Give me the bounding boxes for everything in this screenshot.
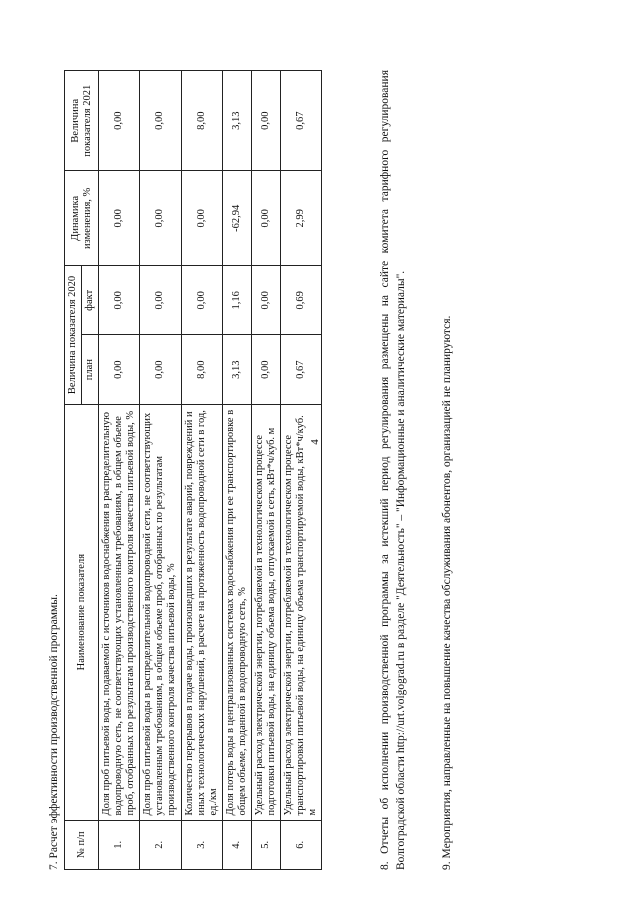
row-name: Удельный расход электрической энергии, потребляемой в технологическом процессе транспортировки питьевой воды, на единицу объема транспортируемой воды, кВт*ч/куб. м — [280, 404, 321, 820]
row-value-2021: 0,67 — [280, 71, 321, 171]
row-fact: 0,00 — [140, 266, 181, 335]
row-dynamics: 0,00 — [251, 171, 280, 266]
row-name: Доля потерь воды в централизованных системах водоснабжения при ее транспортировке в общем объеме, поданной в водопроводную сеть, % — [222, 404, 251, 820]
page-number: 4 — [309, 439, 321, 445]
row-name: Доля проб питьевой воды, подаваемой с источников водоснабжения в распределительную водопроводную сеть, не соответствующих установленным требованиям, в общем объеме проб, отобранных по результатам производственного контроля качества питьевой воды, % — [99, 404, 140, 820]
header-num: № п/п — [65, 820, 99, 869]
row-value-2021: 0,00 — [99, 71, 140, 171]
row-fact: 0,00 — [251, 266, 280, 335]
row-plan: 0,00 — [251, 335, 280, 404]
row-num: 1. — [99, 820, 140, 869]
row-plan: 0,00 — [140, 335, 181, 404]
row-num: 5. — [251, 820, 280, 869]
row-plan: 0,67 — [280, 335, 321, 404]
row-name: Доля проб питьевой воды в распределительной водопроводной сети, не соответствующих установленным требованиям, в общем объеме проб, отобранных по результатам производственного контроля качества питьевой воды, % — [140, 404, 181, 820]
row-dynamics: 0,00 — [99, 171, 140, 266]
note-reports: 8. Отчеты об исполнении производственной программы за истекший период регулирования размещены на сайте комитета тарифного регулирования Волгоградской области http://urt.volgograd.ru в разделе "Деятельность" – "Информационные и аналитические материалы". — [379, 70, 407, 870]
row-value-2021: 0,00 — [251, 71, 280, 171]
table-row — [140, 71, 181, 870]
row-num: 4. — [222, 820, 251, 869]
section-title: 7. Расчет эффективности производственной программы. — [48, 594, 60, 870]
row-plan: 3,13 — [222, 335, 251, 404]
row-fact: 0,00 — [181, 266, 222, 335]
header-value-2020: Величина показателя 2020 — [65, 266, 82, 405]
row-value-2021: 8,00 — [181, 71, 222, 171]
row-dynamics: -62,94 — [222, 171, 251, 266]
table-row — [181, 71, 222, 870]
row-fact: 0,00 — [99, 266, 140, 335]
header-dynamics: Динамика изменения, % — [65, 171, 99, 266]
table-row — [99, 71, 140, 870]
efficiency-table — [64, 70, 322, 870]
row-num: 3. — [181, 820, 222, 869]
header-value-2021: Величина показателя 2021 — [65, 71, 99, 171]
row-value-2021: 0,00 — [140, 71, 181, 171]
table-row — [222, 71, 251, 870]
row-plan: 0,00 — [99, 335, 140, 404]
row-value-2021: 3,13 — [222, 71, 251, 171]
rotated-content — [48, 70, 498, 870]
row-plan: 8,00 — [181, 335, 222, 404]
table-row — [251, 71, 280, 870]
row-fact: 0,69 — [280, 266, 321, 335]
header-name: Наименование показателя — [65, 404, 99, 820]
row-name: Количество перерывов в подаче воды, произошедших в результате аварий, повреждений и иных технологических нарушений, в расчете на протяженность водопроводной сети в год, ед./км — [181, 404, 222, 820]
row-num: 2. — [140, 820, 181, 869]
row-dynamics: 0,00 — [181, 171, 222, 266]
table-header-row — [65, 71, 82, 870]
row-name: Удельный расход электрической энергии, потребляемой в технологическом процессе подготовки питьевой воды, на единицу объема воды, отпускаемой в сеть, кВт*ч/куб. м — [251, 404, 280, 820]
row-dynamics: 2,99 — [280, 171, 321, 266]
header-fact: факт — [82, 266, 99, 335]
row-dynamics: 0,00 — [140, 171, 181, 266]
row-num: 6. — [280, 820, 321, 869]
note-measures: 9. Мероприятия, направленные на повышение качества обслуживания абонентов, организацией не планируются. — [441, 315, 453, 870]
table-row — [280, 71, 321, 870]
row-fact: 1,16 — [222, 266, 251, 335]
header-plan: план — [82, 335, 99, 404]
